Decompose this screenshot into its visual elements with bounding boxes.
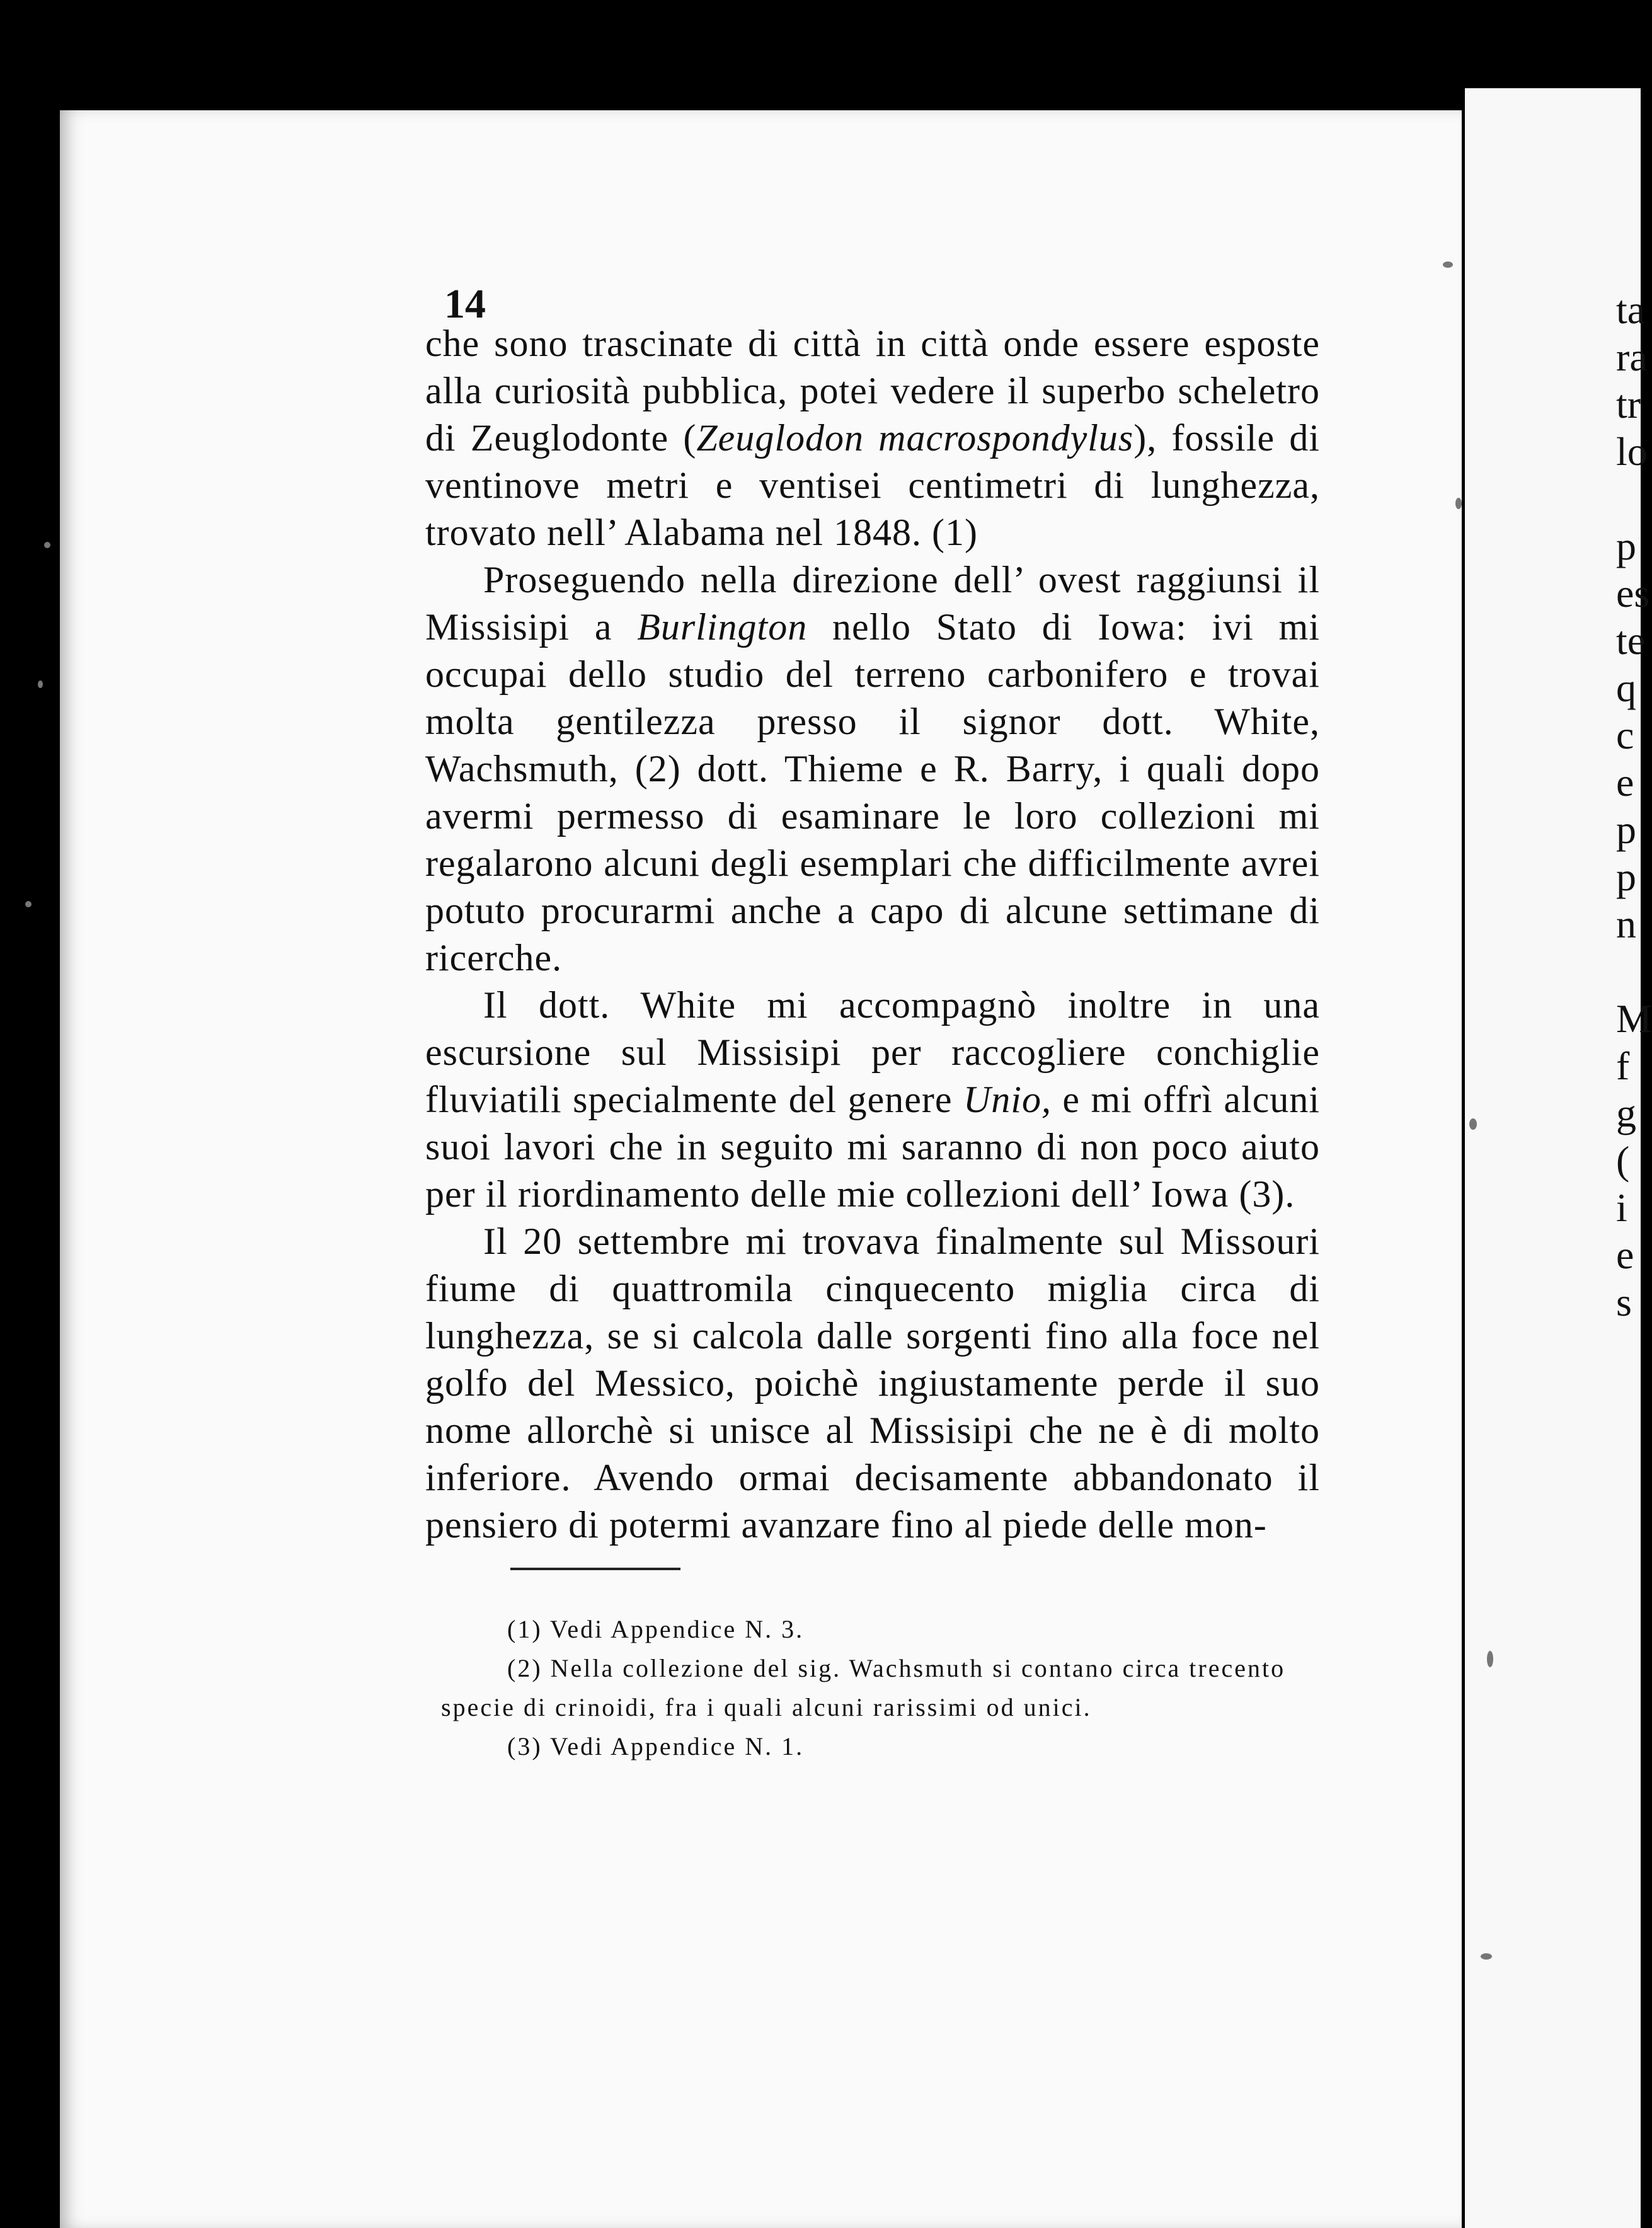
scan-speck [25,901,32,907]
facing-page-edge [1465,88,1652,2228]
scan-speck [38,680,43,688]
facing-line-fragment: p [1616,807,1636,852]
footnote-rule [510,1568,680,1570]
paragraph-4: Il 20 settembre mi trovava finalmente sul Missouri fiume di quattromila cinquecento miglia circa di lunghezza, se si calcola dalle sorgenti fino alla foce nel golfo del Messico, poichè ingiustamente perde il suo nome allorchè si unisce al Missisipi che ne è di molto inferiore. Avendo ormai decisamente abbandonato il pensiero di potermi avanzare fino al piede delle mon- [425,1220,1320,1546]
facing-line-fragment: e [1616,760,1634,805]
page-number: 14 [444,281,486,327]
scan-speck [1469,1118,1477,1130]
facing-line-fragment: g [1616,1091,1636,1135]
scan-speck [44,542,50,548]
facing-line-fragment: lo [1616,429,1648,474]
facing-line-fragment: i [1616,1185,1627,1230]
genus-name: Unio, [963,1079,1052,1120]
facing-line-fragment: p [1616,854,1636,899]
facing-line-fragment: f [1616,1043,1630,1088]
facing-line-fragment: n [1616,902,1636,946]
scan-speck [1481,1953,1492,1960]
body-text [425,320,1320,1549]
place-name: Burlington [637,606,808,648]
facing-line-fragment: ta [1616,287,1646,332]
footnote-2: (2) Nella collezione del sig. Wachsmuth si contano circa trecento specie di crinoidi, fra i quali alcuni rarissimi od unici. [441,1654,1286,1721]
facing-line-fragment: q [1616,665,1636,710]
facing-line-fragment: c [1616,713,1634,757]
scan-speck [1487,1651,1493,1667]
footnote-3: (3) Vedi Appendice N. 1. [507,1732,805,1760]
facing-line-fragment: te [1616,618,1646,663]
facing-line-fragment: tr [1616,382,1641,427]
facing-line-fragment: e [1616,1232,1634,1277]
footnote-1: (1) Vedi Appendice N. 3. [507,1615,805,1643]
species-name: Zeuglodon macrospondylus [696,417,1134,459]
scan-speck [1455,498,1462,509]
paragraph-3: Il dott. White mi accompagnò inoltre in una escursione sul Missisipi per raccogliere conchiglie fluviatili specialmente del genere Unio, e mi offrì alcuni suoi lavori che in seguito mi saranno di non poco aiuto per il riordinamento delle mie collezioni dell’ Iowa (3). [425,984,1320,1215]
scan-speck [1443,261,1453,268]
facing-line-fragment: s [1616,1280,1632,1324]
paragraph-2: Proseguendo nella direzione dell’ ovest raggiunsi il Missisipi a Burlington nello Stato di Iowa: ivi mi occupai dello studio del terreno carbonifero e trovai molta gentilezza presso il signor dott. White, Wachsmuth, (2) dott. Thieme e R. Barry, i quali dopo avermi permesso di esaminare le loro collezioni mi regalarono alcuni degli esemplari che difficilmente avrei potuto procurarmi anche a capo di alcune settimane di ricerche. [425,559,1320,979]
footnotes [441,1610,1323,1766]
paragraph-1: che sono trascinate di città in città onde essere esposte alla curiosità pubblica, potei vedere il superbo scheletro di Zeuglodonte (Zeuglodon macrospondylus), fossile di ventinove metri e ventisei centimetri di lunghezza, trovato nell’ Alabama nel 1848. (1) [425,323,1320,553]
facing-line-fragment: M [1616,996,1652,1041]
facing-line-fragment: ( [1616,1138,1630,1183]
facing-line-fragment: ra [1616,335,1648,379]
facing-line-fragment: es [1616,571,1650,616]
facing-line-fragment: p [1616,524,1636,568]
